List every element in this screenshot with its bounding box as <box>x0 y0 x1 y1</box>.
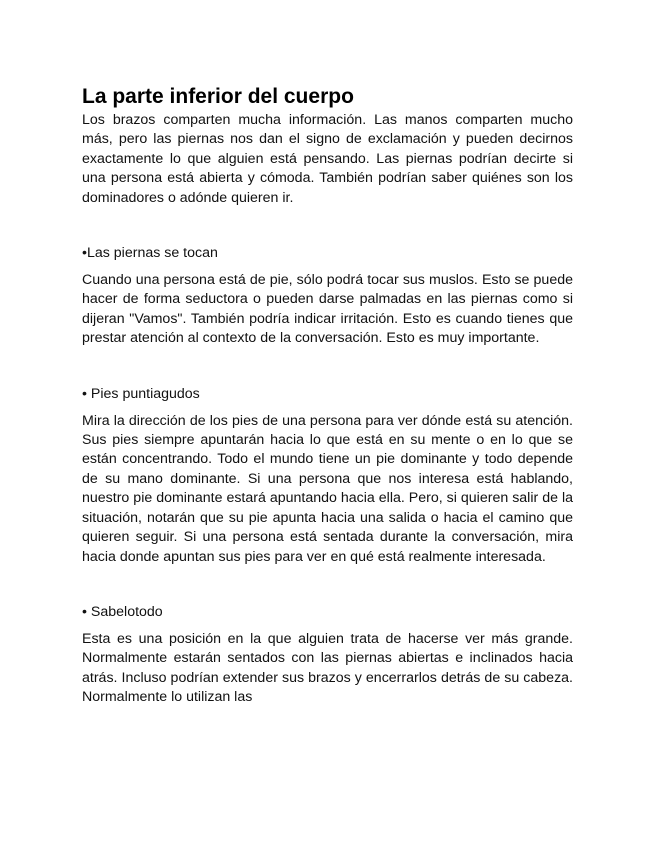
intro-paragraph: Los brazos comparten mucha información. Las manos comparten mucho más, pero las piernas nos dan el signo de exclamación y pueden decirnos exactamente lo que alguien está pensando. Las piernas podrían decirte si una persona está abierta y cómoda. También podrían saber quiénes son los dominadores o adónde quieren ir. <box>82 112 573 206</box>
document-page <box>82 84 573 708</box>
section-heading-piernas: •Las piernas se tocan <box>82 245 218 262</box>
section-body-pies: Mira la dirección de los pies de una persona para ver dónde está su atención. Sus pies siempre apuntarán hacia lo que está en su mente o en lo que se están concentrando. Todo el mundo tiene un pie dominante y todo depende de su mano dominante. Si una persona que nos interesa está hablando, nuestro pie dominante estará apuntando hacia ella. Pero, si quieren salir de la situación, notarán que su pie apunta hacia una salida o hacia el camino que quieren seguir. Si una persona está sentada durante la conversación, mira hacia donde apuntan sus pies para ver en qué está realmente interesada. <box>82 412 573 565</box>
page-title: La parte inferior del cuerpo <box>82 85 354 108</box>
section-heading-pies: • Pies puntiagudos <box>82 385 200 402</box>
section-body-sabelotodo: Esta es una posición en la que alguien trata de hacerse ver más grande. Normalmente estarán sentados con las piernas abiertas e inclinados hacia atrás. Incluso podrían extender sus brazos y encerrarlos detrás de su cabeza. Normalmente lo utilizan las <box>82 630 573 706</box>
section-heading-sabelotodo: • Sabelotodo <box>82 603 163 620</box>
section-body-piernas: Cuando una persona está de pie, sólo podrá tocar sus muslos. Esto se puede hacer de forma seductora o pueden darse palmadas en las piernas como si dijeran "Vamos". También podría indicar irritación. Esto es cuando tienes que prestar atención al contexto de la conversación. Esto es muy importante. <box>82 272 573 347</box>
